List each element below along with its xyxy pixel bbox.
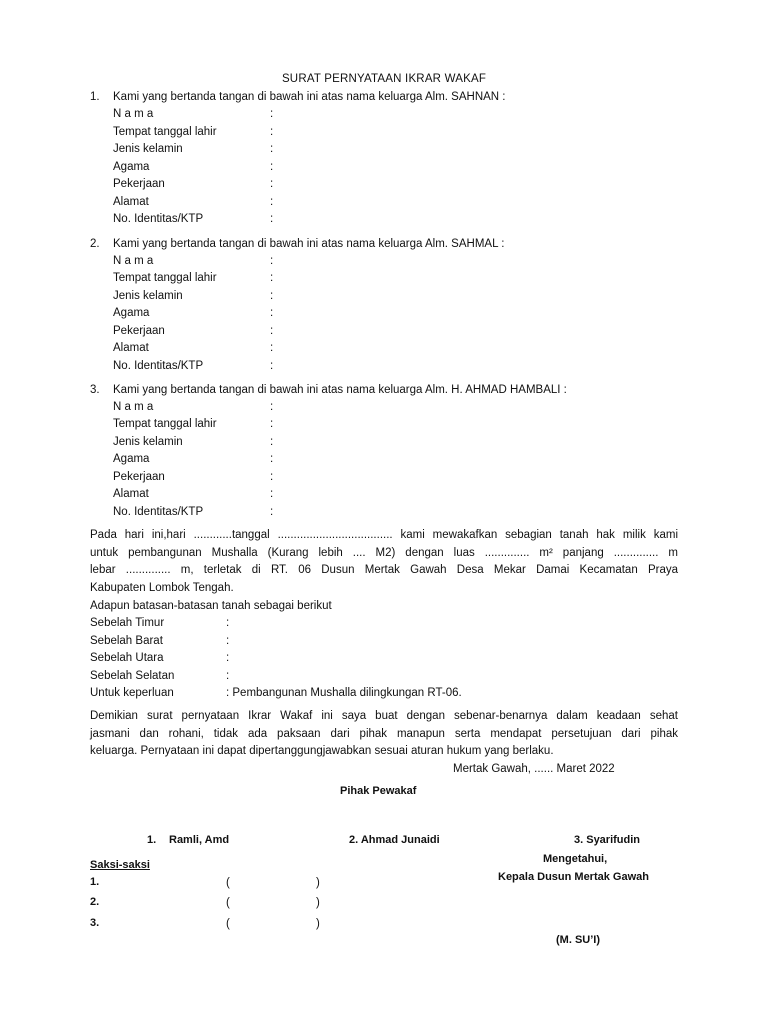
field-label: Jenis kelamin [113,290,183,302]
boundary-value: : [226,652,230,664]
field-colon: : [270,108,274,120]
paragraph-line: Pada hari ini,hari ............tanggal .................................... kami mewakafkan sebagian tanah hak milik kami [90,529,678,541]
saksi-number: 3. [90,917,100,929]
field-label: No. Identitas/KTP [113,213,204,225]
field-colon: : [270,143,274,155]
purpose-value: : Pembangunan Mushalla dilingkungan RT-06. [226,687,462,699]
field-colon: : [270,213,274,225]
field-label: Alamat [113,342,149,354]
signer-name: 3. Syarifudin [574,834,641,846]
section-number: 3. [90,384,100,396]
field-colon: : [270,471,274,483]
field-colon: : [270,126,274,138]
section-number: 2. [90,238,100,250]
wakaf-statement-paragraph [90,527,678,597]
paragraph-line: Kabupaten Lombok Tengah. [90,581,234,594]
field-label: Alamat [113,196,149,208]
field-label: Tempat tanggal lahir [113,126,217,138]
field-colon: : [270,161,274,173]
purpose-label: Untuk keperluan [90,687,174,699]
field-label: Jenis kelamin [113,436,183,448]
saksi-close-paren: ) [316,897,320,909]
saksi-number: 2. [90,896,100,908]
field-colon: : [270,436,274,448]
boundary-label: Sebelah Selatan [90,670,175,682]
field-colon: : [270,255,274,267]
section-lead: Kami yang bertanda tangan di bawah ini atas nama keluarga Alm. H. AHMAD HAMBALI : [113,384,567,396]
paragraph-line: keluarga. Pernyataan ini dapat dipertanggungjawabkan sesuai aturan hukum yang berlaku. [90,745,554,757]
field-colon: : [270,401,274,413]
section-lead: Kami yang bertanda tangan di bawah ini atas nama keluarga Alm. SAHNAN : [113,91,506,103]
field-colon: : [270,342,274,354]
field-colon: : [270,325,274,337]
field-label: N a m a [113,108,154,120]
paragraph-line: Demikian surat pernyataan Ikrar Wakaf ini saya buat dengan sebenar-benarnya dalam keadaan sehat [90,710,678,722]
signer-name: 2. Ahmad Junaidi [349,834,440,846]
saksi-open-paren: ( [226,877,230,889]
field-colon: : [270,272,274,284]
field-colon: : [270,453,274,465]
saksi-open-paren: ( [226,918,230,930]
field-label: No. Identitas/KTP [113,506,204,518]
document-title: SURAT PERNYATAAN IKRAR WAKAF [281,73,487,85]
saksi-label: Saksi-saksi [90,859,150,871]
saksi-close-paren: ) [316,877,320,889]
closing-paragraph [90,708,678,761]
saksi-number: 1. [90,876,100,888]
section-lead: Kami yang bertanda tangan di bawah ini atas nama keluarga Alm. SAHMAL : [113,238,505,250]
signer-number: 1. [147,834,157,846]
boundary-label: Sebelah Timur [90,617,165,629]
field-label: Agama [113,161,150,173]
field-label: N a m a [113,255,154,267]
field-label: Pekerjaan [113,325,165,337]
boundary-label: Sebelah Barat [90,635,163,647]
field-label: Pekerjaan [113,471,165,483]
mengetahui-label: Mengetahui, [543,853,608,865]
field-colon: : [270,418,274,430]
kepala-dusun-label: Kepala Dusun Mertak Gawah [498,871,649,883]
field-label: Tempat tanggal lahir [113,418,217,430]
field-label: Alamat [113,488,149,500]
paragraph-line: lebar .............. m, terletak di RT. 06 Dusun Mertak Gawah Desa Mekar Damai Kecamatan Praya [90,564,678,576]
paragraph-line: jasmani dan rohani, tidak ada paksaan dari pihak manapun serta mendapat persetujuan dari pihak [90,727,678,740]
field-colon: : [270,290,274,302]
field-colon: : [270,178,274,190]
field-label: Jenis kelamin [113,143,183,155]
field-colon: : [270,506,274,518]
place-date: Mertak Gawah, ...... Maret 2022 [453,763,615,775]
field-label: Tempat tanggal lahir [113,272,217,284]
field-label: N a m a [113,401,154,413]
boundary-value: : [226,670,230,682]
field-colon: : [270,488,274,500]
signer-name: Ramli, Amd [169,834,230,846]
boundary-label: Sebelah Utara [90,652,164,664]
saksi-close-paren: ) [316,918,320,930]
field-colon: : [270,360,274,372]
boundary-value: : [226,635,230,647]
section-number: 1. [90,91,100,103]
paragraph-line: untuk pembangunan Mushalla (Kurang lebih .... M2) dengan luas .............. m² panjang .............. m [90,546,678,559]
field-label: Agama [113,307,150,319]
kepala-dusun-name: (M. SU’I) [556,934,600,946]
field-label: Pekerjaan [113,178,165,190]
field-colon: : [270,307,274,319]
field-label: Agama [113,453,150,465]
boundary-value: : [226,617,230,629]
boundaries-intro: Adapun batasan-batasan tanah sebagai berikut [90,600,332,612]
field-label: No. Identitas/KTP [113,360,204,372]
field-colon: : [270,196,274,208]
saksi-open-paren: ( [226,897,230,909]
pihak-pewakaf-label: Pihak Pewakaf [340,785,417,797]
